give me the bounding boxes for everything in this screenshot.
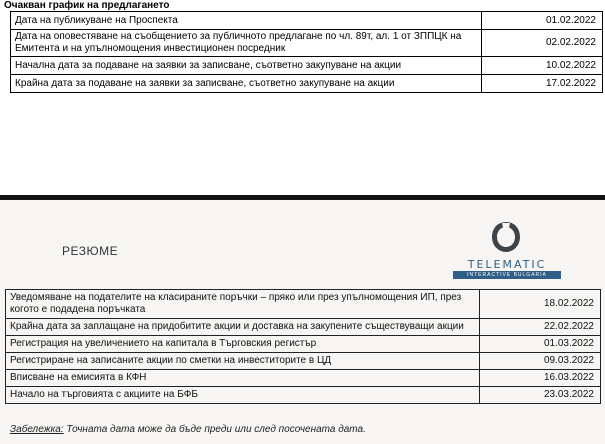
table-row [6,336,601,353]
date-cell: 23.03.2022 [480,387,601,404]
page-gap [0,111,605,195]
event-cell: Дата на публикуване на Проспекта [11,12,482,30]
table-row [11,57,603,75]
footnote [10,424,366,435]
table-row [6,387,601,404]
event-cell: Крайна дата за заплащане на придобитите акции и доставка на закупените съществуващи акции [6,319,480,336]
date-cell: 16.03.2022 [480,370,601,387]
table-row [11,75,603,93]
logo-tagline: INTERACTIVE BULGARIA [453,271,561,279]
telematic-ring-logo-icon [488,219,524,255]
offering-schedule-table-continued [5,289,601,404]
footnote-text: Точната дата може да бъде преди или след посочената дата. [63,424,366,435]
event-cell: Вписване на емисията в КФН [6,370,480,387]
date-cell: 22.02.2022 [480,319,601,336]
table-row [6,290,601,319]
date-cell: 01.03.2022 [480,336,601,353]
summary-heading: РЕЗЮМЕ [62,244,119,258]
event-cell: Крайна дата за подаване на заявки за записване, съответно закупуване на акции [11,75,482,93]
event-cell: Регистриране на записаните акции по сметки на инвеститорите в ЦД [6,353,480,370]
footnote-label: Забележка: [10,424,64,435]
date-cell: 09.03.2022 [480,353,601,370]
table-row [6,370,601,387]
date-cell: 10.02.2022 [482,57,603,75]
date-cell: 18.02.2022 [480,290,601,319]
event-cell: Дата на оповестяване на съобщението за публичното предлагане по чл. 89т, ал. 1 от ЗППЦК на Емитента и на упълномощения инвестиционен посредник [11,30,482,57]
event-cell: Регистрация на увеличението на капитала в Търговския регистър [6,336,480,353]
event-cell: Уведомяване на подателите на класираните поръчки – пряко или през упълномощения ИП, през когото е подадена поръчката [6,290,480,319]
date-cell: 17.02.2022 [482,75,603,93]
schedule-title: Очакван график на предлагането [4,0,170,11]
logo-wordmark: TELEMATIC [467,258,547,271]
table-row [6,319,601,336]
date-cell: 02.02.2022 [482,30,603,57]
table-row [11,30,603,57]
table-row [11,12,603,30]
table-row [6,353,601,370]
event-cell: Начало на търговията с акциите на БФБ [6,387,480,404]
date-cell: 01.02.2022 [482,12,603,30]
offering-schedule-table [10,11,603,93]
event-cell: Начална дата за подаване на заявки за записване, съответно закупуване на акции [11,57,482,75]
